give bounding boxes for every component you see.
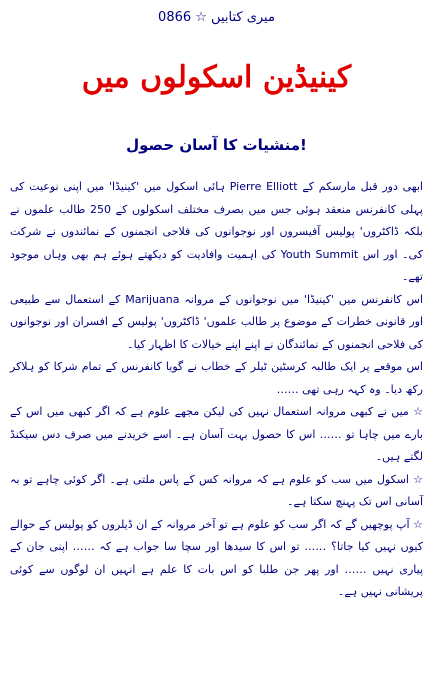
article-body [10,176,423,604]
paragraph-2: اس کانفرنس میں 'کینیڈا' میں نوجوانوں کے مروانہ Marijuana کے استعمال سے طبیعی اور قانونی خطرات کے موضوع پر طالب علموں' ڈاکٹروں' پولیس کے افسران اور نوجوانوں کی فلاحی انجمنوں کے نمائندگان نے اپنے اپنے خیالات کا اظہار کیا۔ [10,292,423,351]
article-title: کینیڈین اسکولوں میں [81,60,352,95]
article-subtitle: منشیات کا آسان حصول! [126,136,307,154]
page-header: میری کتابیں ☆ 0866 [158,10,275,25]
paragraph-1: ابھی دور قبل مارسکم کے Pierre Elliott ہائی اسکول میں 'کینیڈا' میں اپنی نوعیت کی پہلی کانفرنس منعقد ہوئی جس میں بصرف مختلف اسکولوں کے 250 طالب علموں نے بلکہ ڈاکٹروں' پولیس آفیسروں اور نوجوانوں کی فلاحی انجمنوں کے نمائندوں نے شرکت کی۔ اور اس Youth Summit کی اہمیت وافادیت کو دیکھتے ہوئے ہم بھی وہاں موجود تھے۔ [10,180,423,283]
paragraph-5: ☆ اسکول میں سب کو علوم ہے کہ مروانہ کس کے پاس ملتی ہے۔ اگر کوئی چاہے تو بہ آسانی اس تک پہنچ سکتا ہے۔ [10,472,423,508]
paragraph-4: ☆ میں نے کبھی مروانہ استعمال نہیں کی لیکن مجھے علوم ہے کہ اگر کبھی میں اس کے بارے میں چاہا تو …… اس کا حصول بہت آسان ہے۔ اسے خریدنے میں صرف دس سیکنڈ لگتے ہیں۔ [10,405,423,463]
paragraph-3: اس موقعے پر ایک طالبہ کرسٹین ٹیلر کے خطاب نے گویا کانفرنس کے تمام شرکا کو ہلاکر رکھ دیا۔ وہ کہہ رہی تھی …… [10,360,423,396]
paragraph-6: ☆ آپ پوچھیں گے کہ اگر سب کو علوم ہے تو آخر مروانہ کے ان ڈیلروں کو پولیس کے حوالے کیوں نہیں کیا جاتا؟ …… تو اس کا سیدھا اور سچا سا جواب ہے کہ …… اپنی جان کے پیاری نہیں …… اور پھر جن طلبا کو اس بات کا علم ہے انہیں ان لوگوں سے کوئی پریشانی نہیں ہے۔ [10,517,423,598]
